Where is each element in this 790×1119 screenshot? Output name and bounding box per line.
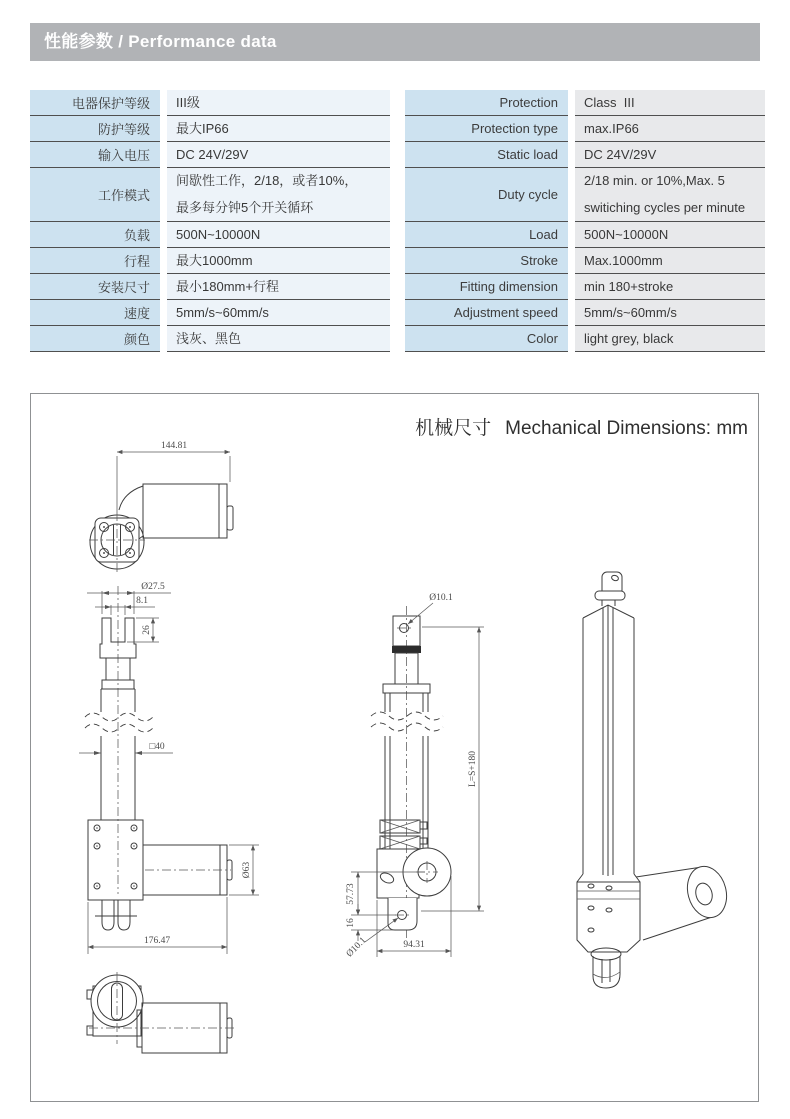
spec-value [167, 300, 390, 326]
spec-value-line: 浅灰、黑色 [176, 330, 242, 346]
spec-value [167, 116, 390, 142]
spec-label: Adjustment speed [405, 300, 568, 326]
spec-value [575, 248, 765, 274]
dim-installation-length: L=S+180 [468, 750, 478, 788]
column-gap [568, 326, 575, 352]
spec-value-line: Max.1000mm [584, 252, 663, 268]
spec-value [575, 142, 765, 168]
drawing-3d-view [577, 572, 732, 988]
column-gap [568, 168, 575, 222]
column-gap [568, 116, 575, 142]
spec-row [405, 168, 765, 222]
column-gap [568, 142, 575, 168]
spec-row [30, 248, 390, 274]
drawing-title-zh: 机械尺寸 [415, 418, 492, 439]
spec-table-english [405, 90, 765, 352]
spec-row [30, 168, 390, 222]
spec-value-line: Class III [584, 94, 635, 110]
spec-label: 工作模式 [30, 168, 160, 222]
column-gap [568, 300, 575, 326]
dim-rod-end-od: Ø27.5 [141, 582, 165, 592]
column-gap [160, 222, 167, 248]
dim-front-hole-od: Ø10.1 [429, 593, 453, 603]
spec-value [167, 90, 390, 116]
spec-label: Stroke [405, 248, 568, 274]
dim-fork-slot-width: 8.1 [136, 596, 148, 606]
spec-value [167, 274, 390, 300]
spec-row [405, 300, 765, 326]
spec-row [405, 222, 765, 248]
spec-value-line: 最多每分钟5个开关循环 [176, 199, 314, 215]
dim-rear-hole-offset: 16 [346, 918, 356, 928]
spec-label: Load [405, 222, 568, 248]
spec-label: 行程 [30, 248, 160, 274]
section-title: 性能参数 / Performance data [44, 32, 277, 51]
dim-tube-section: □40 [149, 742, 165, 752]
spec-value-line: 500N~10000N [176, 226, 261, 242]
spec-row [405, 142, 765, 168]
drawing-front-view-dimensioned [345, 593, 484, 959]
dim-fork-slot-depth: 26 [142, 625, 152, 635]
technical-drawing [31, 394, 758, 1101]
spec-value [167, 248, 390, 274]
spec-row [30, 90, 390, 116]
spec-label: 防护等级 [30, 116, 160, 142]
spec-value-line: DC 24V/29V [176, 146, 249, 162]
column-gap [160, 326, 167, 352]
mechanical-dimensions-panel [30, 393, 759, 1102]
spec-label: 负载 [30, 222, 160, 248]
section-header [30, 23, 760, 61]
spec-value-line: 2/18 min. or 10%,Max. 5 [584, 173, 725, 189]
spec-value-line: DC 24V/29V [584, 146, 657, 162]
column-gap [160, 116, 167, 142]
spec-label: 速度 [30, 300, 160, 326]
dim-retracted-length: 176.47 [143, 936, 171, 946]
spec-value [575, 168, 765, 222]
spec-label: Protection type [405, 116, 568, 142]
spec-value [167, 168, 390, 222]
column-gap [160, 274, 167, 300]
spec-table-chinese [30, 90, 390, 352]
dim-rear-hole-od: Ø10.1 [344, 935, 369, 960]
spec-value-line: 5mm/s~60mm/s [584, 304, 677, 320]
spec-value [575, 116, 765, 142]
spec-value [575, 222, 765, 248]
spec-label: Protection [405, 90, 568, 116]
spec-row [405, 90, 765, 116]
column-gap [568, 274, 575, 300]
spec-row [30, 274, 390, 300]
spec-row [405, 274, 765, 300]
column-gap [160, 90, 167, 116]
spec-label: 安装尺寸 [30, 274, 160, 300]
spec-label: 输入电压 [30, 142, 160, 168]
spec-value-line: 间歇性工作，2/18，或者10%， [176, 173, 358, 189]
spec-value [575, 90, 765, 116]
spec-label: Fitting dimension [405, 274, 568, 300]
column-gap [160, 168, 167, 222]
spec-label: Static load [405, 142, 568, 168]
spec-value [167, 222, 390, 248]
spec-row [30, 326, 390, 352]
spec-value-line: 最小180mm+行程 [176, 278, 279, 294]
spec-value-line: III级 [176, 94, 200, 110]
drawing-top-side-view [89, 441, 233, 574]
spec-row [30, 142, 390, 168]
spec-value-line: 最大1000mm [176, 252, 253, 268]
spec-value-line: 500N~10000N [584, 226, 669, 242]
column-gap [160, 300, 167, 326]
dim-body-width: 94.31 [403, 940, 425, 950]
column-gap [160, 142, 167, 168]
spec-label: Color [405, 326, 568, 352]
dim-overall-top-length: 144.81 [160, 441, 188, 451]
spec-label: 颜色 [30, 326, 160, 352]
spec-value-line: switiching cycles per minute [584, 199, 746, 215]
spec-label: 电器保护等级 [30, 90, 160, 116]
column-gap [160, 248, 167, 274]
spec-value-line: 最大IP66 [176, 120, 229, 136]
spec-value-line: 5mm/s~60mm/s [176, 304, 269, 320]
spec-row [405, 116, 765, 142]
column-gap [568, 90, 575, 116]
drawing-title-en: Mechanical Dimensions: mm [505, 418, 748, 439]
drawing-bottom-view [87, 972, 235, 1053]
spec-value [167, 326, 390, 352]
spec-row [30, 222, 390, 248]
spec-value [575, 326, 765, 352]
spec-value [575, 274, 765, 300]
spec-value-line: light grey, black [584, 330, 674, 346]
dim-motor-od: Ø63 [242, 861, 252, 879]
spec-value-line: max.IP66 [584, 120, 639, 136]
spec-row [405, 326, 765, 352]
column-gap [568, 222, 575, 248]
spec-row [405, 248, 765, 274]
drawing-front-view-retracted [79, 582, 259, 954]
spec-row [30, 300, 390, 326]
spec-value-line: min 180+stroke [584, 278, 674, 294]
spec-row [30, 116, 390, 142]
spec-label: Duty cycle [405, 168, 568, 222]
spec-value [167, 142, 390, 168]
column-gap [568, 248, 575, 274]
dim-motor-axis-offset: 57.73 [346, 883, 356, 905]
spec-value [575, 300, 765, 326]
